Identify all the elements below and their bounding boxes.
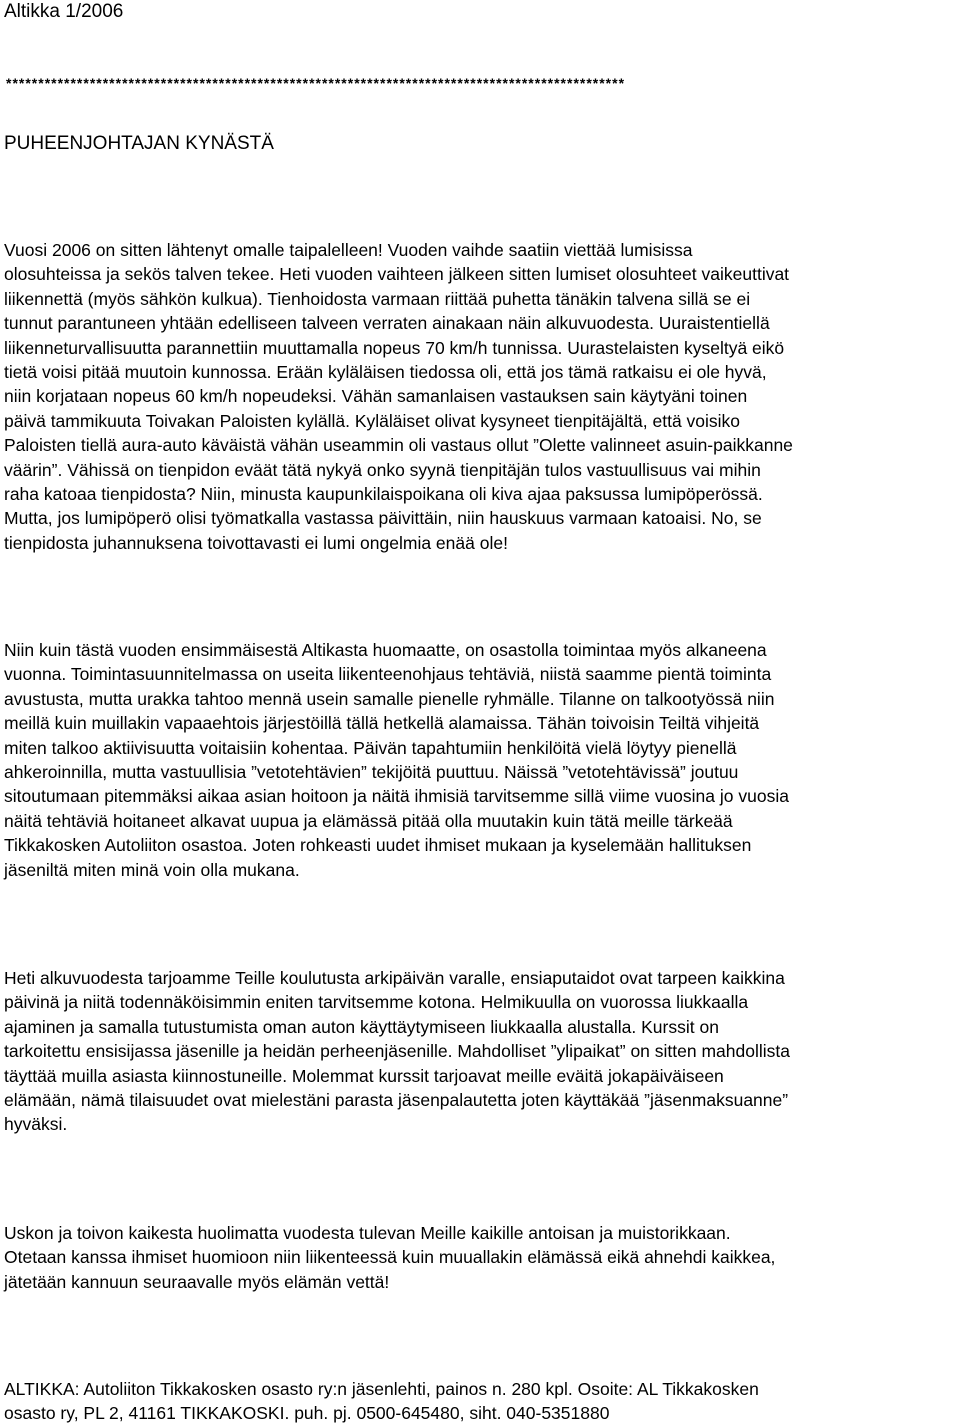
- paragraph-line: liikennettä (myös sähkön kulkua). Tienhoidosta varmaan riittää puhetta tänäkin talvena sillä se ei: [4, 288, 751, 309]
- paragraph-line: Niin kuin tästä vuoden ensimmäisestä Altikasta huomaatte, on osastolla toimintaa myös alkaneena: [4, 640, 767, 660]
- newsletter-issue-title: Altikka 1/2006: [4, 1, 124, 22]
- paragraph-line: päivinä ja niitä todennäköisimmin eniten tarvitsemme kotona. Helmikuulla on vuorossa liukkaalla: [4, 992, 749, 1013]
- paragraph-line: liikenneturvallisuutta parannettiin muuttamalla nopeus 70 km/h tunnissa. Uurastelaisten kyseltyä eikö: [4, 337, 785, 358]
- paragraph-line: Heti alkuvuodesta tarjoamme Teille koulutusta arkipäivän varalle, ensiaputaidot ovat tarpeen kaikkina: [4, 968, 785, 988]
- asterisk-separator: ************************************************************************************************: [6, 76, 626, 90]
- paragraph-line: Mutta, jos lumipöperö olisi työmatkalla vastassa päivittäin, niin hauskuus varmaan katoaisi. No, se: [4, 508, 762, 529]
- paragraph-line: jätetään kannuun seuraavalle myös elämän vettä!: [4, 1271, 390, 1292]
- paragraph-line: olosuhteissa ja sekös talven tekee. Heti vuoden vaihteen jälkeen sitten lumiset olosuhteet vaikeuttivat: [4, 264, 790, 285]
- paragraph-line: Tikkakosken Autoliiton osastoa. Joten rohkeasti uudet ihmiset mukaan ja kyselemään hallituksen: [4, 835, 752, 856]
- footer-line: ALTIKKA: Autoliiton Tikkakosken osasto ry:n jäsenlehti, painos n. 280 kpl. Osoite: AL Tikkakosken: [4, 1379, 759, 1399]
- paragraph-line: tietä voisi pitää muutoin kunnossa. Erään kyläläisen tiedossa oli, että jos tämä ratkaisu ei ole hyvä,: [4, 362, 767, 383]
- paragraph-line: väärin”. Vähissä on tienpidon eväät tätä nykyä onko syynä tienpitäjän tulos vastuullisuus vai mihin: [4, 459, 761, 480]
- section-heading: PUHEENJOHTAJAN KYNÄSTÄ: [4, 133, 274, 154]
- paragraph-line: täyttää muilla asiasta kiinnostuneille. Molemmat kurssit tarjoavat meille eväitä jokapäiväiseen: [4, 1065, 724, 1086]
- paragraph-line: jäseniltä miten minä voin olla mukana.: [4, 859, 300, 880]
- paragraph-line: raha katoaa tienpidosta? Niin, minusta kaupunkilaispoikana oli kiva ajaa paksussa lumipöperössä.: [4, 484, 763, 505]
- paragraph-line: meillä kuin muillakin vapaaehtois järjestöillä tällä hetkellä alamaissa. Tähän toivoisin Teiltä vihjeitä: [4, 713, 760, 734]
- paragraph-volunteer-activity: [4, 638, 956, 882]
- paragraph-line: vuonna. Toimintasuunnitelmassa on useita liikenteenohjaus tehtäviä, niistä saamme pientä toiminta: [4, 664, 772, 685]
- paragraph-line: Vuosi 2006 on sitten lähtenyt omalle taipalelleen! Vuoden vaihde saatiin viettää lumisissa: [4, 240, 693, 260]
- paragraph-line: niin korjataan nopeus 60 km/h nopeudeksi. Vähän samanlaisen vastauksen sain käytyäni toinen: [4, 386, 748, 407]
- footer-line: osasto ry, PL 2, 41161 TIKKAKOSKI. puh. pj. 0500-645480, siht. 040-5351880: [4, 1403, 610, 1424]
- paragraph-line: ahkeroinnilla, mutta vastuullisia ”vetotehtävien” tekijöitä puuttuu. Näissä ”vetotehtävissä” joutuu: [4, 762, 739, 783]
- paragraph-line: näitä tehtäviä hoitaneet alkavat uupua ja elämässä pitää olla muutakin kuin tätä meille tärkeää: [4, 810, 733, 831]
- paragraph-closing-wishes: [4, 1221, 956, 1294]
- paragraph-line: hyväksi.: [4, 1114, 68, 1135]
- paragraph-winter-roads: [4, 238, 956, 555]
- paragraph-line: ajaminen ja samalla tutustumista oman auton käyttäytymiseen liukkaalla alustalla. Kurssit on: [4, 1016, 719, 1037]
- paragraph-line: avustusta, mutta urakka tahtoo mennä usein samalle pienelle ryhmälle. Tilanne on talkootyössä niin: [4, 688, 775, 709]
- paragraph-line: Uskon ja toivon kaikesta huolimatta vuodesta tulevan Meille kaikille antoisan ja muistorikkaan.: [4, 1223, 731, 1243]
- paragraph-line: tarkoitettu ensisijassa jäsenille ja heidän perheenjäsenille. Mahdolliset ”ylipaikat” on sitten mahdollista: [4, 1041, 790, 1062]
- paragraph-line: Otetaan kanssa ihmiset huomioon niin liikenteessä kuin muuallakin elämässä eikä ahnehdi kaikkea,: [4, 1247, 776, 1268]
- paragraph-line: elämään, nämä tilaisuudet ovat mielestäni parasta jäsenpalautetta joten käyttäkää ”jäsenmaksuanne”: [4, 1090, 789, 1111]
- paragraph-line: Paloisten tiellä aura-auto käväistä vähän useammin oli vastaus ollut ”Olette valinneet asuin-paikkanne: [4, 435, 793, 456]
- paragraph-line: päivä tammikuuta Toivakan Paloisten kylällä. Kyläläiset olivat kysyneet tienpitäjältä, että voisiko: [4, 410, 741, 431]
- paragraph-training-courses: [4, 966, 956, 1137]
- publication-footer: [4, 1377, 956, 1426]
- paragraph-line: tienpidosta juhannuksena toivottavasti ei lumi ongelmia enää ole!: [4, 532, 508, 553]
- paragraph-line: miten talkoo aktiivisuutta voitaisiin kohentaa. Päivän tapahtumiin henkilöitä vielä löytyy pienellä: [4, 737, 737, 758]
- paragraph-line: tunnut parantuneen yhtään edelliseen talveen verraten ainakaan näin alkuvuodesta. Uuraistentiellä: [4, 313, 770, 334]
- paragraph-line: sitoutumaan pitemmäksi aikaa asian hoitoon ja näitä ihmisiä tarvitsemme sillä viime vuosina jo vuosia: [4, 786, 789, 807]
